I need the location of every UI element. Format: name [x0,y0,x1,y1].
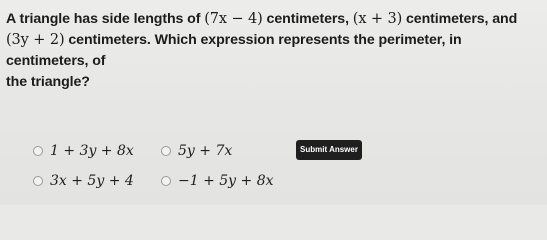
question-line3-text: the triangle? [6,74,90,90]
answer-choice-a[interactable] [33,141,134,161]
answer-choice-d[interactable] [161,171,274,191]
answer-choice-c[interactable] [33,171,134,191]
answer-choice-d-label: −1 + 5y + 8x [178,173,274,189]
side-length-expression-3: (3y + 2) [6,32,65,48]
submit-answer-button[interactable]: Submit Answer [296,140,362,160]
question-line1-end: centimeters, and [402,11,518,27]
radio-button-b[interactable] [161,146,171,156]
question-text [6,9,546,93]
answer-choice-c-label: 3x + 5y + 4 [50,173,134,189]
question-line2-text: centimeters. Which expression represents the perimeter, in centimeters, of [6,32,462,69]
side-length-expression-1: (7x − 4) [204,11,263,27]
radio-button-c[interactable] [33,176,43,186]
answer-choice-a-label: 1 + 3y + 8x [50,143,134,159]
side-length-expression-2: (x + 3) [352,11,403,27]
radio-button-d[interactable] [161,176,171,186]
question-line1-mid: centimeters, [262,11,353,27]
answer-choice-b[interactable] [161,141,232,161]
question-line1-text: A triangle has side lengths of [6,11,205,27]
answer-choice-b-label: 5y + 7x [178,143,233,159]
radio-button-a[interactable] [33,146,43,156]
